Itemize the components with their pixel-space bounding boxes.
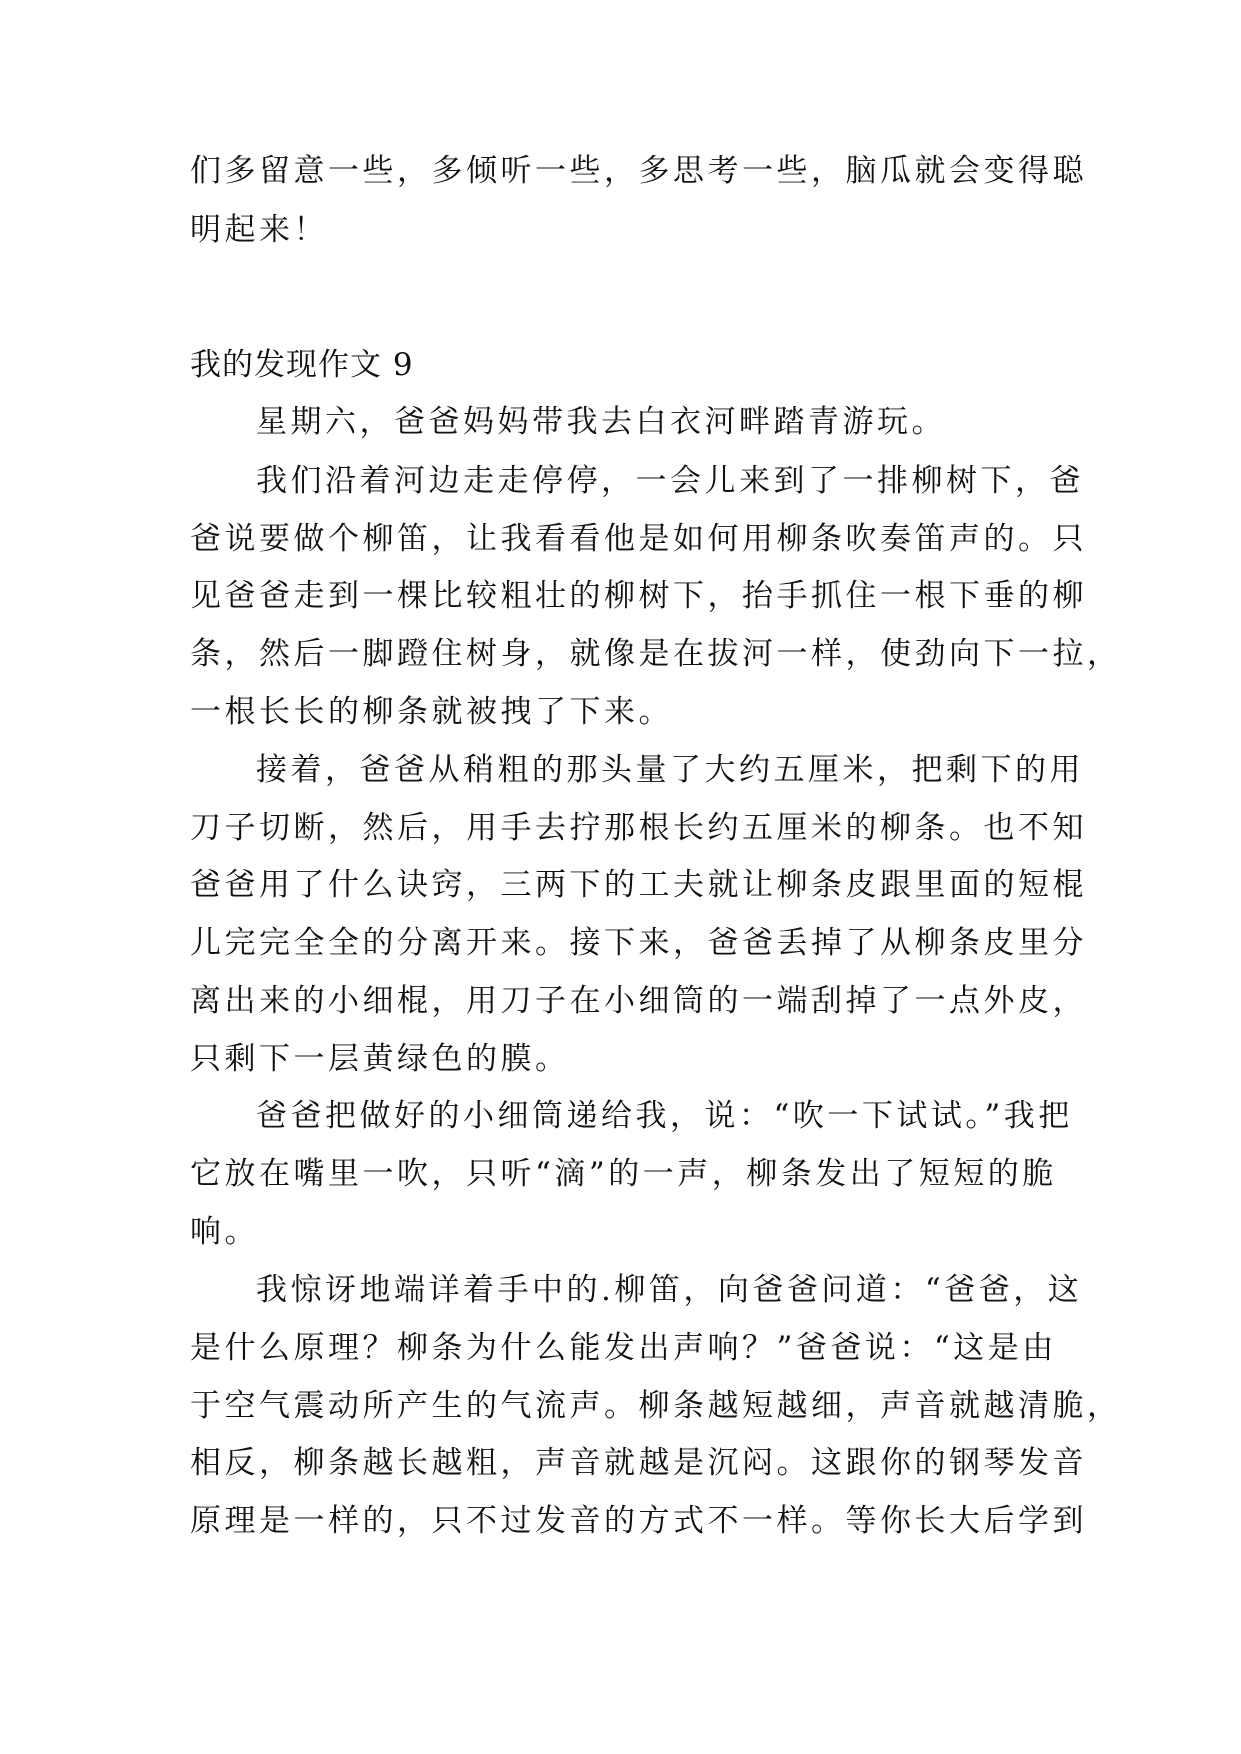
paragraph-line: 爸爸把做好的小细筒递给我，说：“吹一下试试。”我把 [256, 1098, 1073, 1134]
section-heading: 我的发现作文 9 [190, 347, 414, 383]
document-page [190, 0, 1122, 1754]
text-line: 爸爸用了什么诀窍，三两下的工夫就让柳条皮跟里面的短棍 [190, 867, 1087, 903]
paragraph-line: 我们沿着河边走走停停，一会儿来到了一排柳树下，爸 [256, 463, 1084, 499]
text-line: 响。 [190, 1214, 259, 1250]
text-line: 见爸爸走到一棵比较粗壮的柳树下，抬手抓住一根下垂的柳 [190, 578, 1087, 614]
paragraph-line: 我惊讶地端详着手中的.柳笛，向爸爸问道：“爸爸，这 [256, 1272, 1083, 1308]
text-line: 爸说要做个柳笛，让我看看他是如何用柳条吹奏笛声的。只 [190, 521, 1087, 557]
paragraph-line: 接着，爸爸从稍粗的那头量了大约五厘米，把剩下的用 [256, 752, 1084, 788]
text-line: 儿完完全全的分离开来。接下来，爸爸丢掉了从柳条皮里分 [190, 925, 1087, 961]
text-line: 于空气震动所产生的气流声。柳条越短越细，声音就越清脆， [190, 1388, 1122, 1424]
text-line: 们多留意一些，多倾听一些，多思考一些，脑瓜就会变得聪 [190, 153, 1087, 189]
text-line: 只剩下一层黄绿色的膜。 [190, 1041, 570, 1077]
paragraph-line: 星期六，爸爸妈妈带我去白衣河畔踏青游玩。 [256, 404, 946, 440]
text-line: 是什么原理？柳条为什么能发出声响？”爸爸说：“这是由 [190, 1330, 1057, 1366]
text-line: 离出来的小细棍，用刀子在小细筒的一端刮掉了一点外皮， [190, 983, 1087, 1019]
text-line: 原理是一样的，只不过发音的方式不一样。等你长大后学到 [190, 1503, 1087, 1539]
text-line: 明起来！ [190, 212, 328, 248]
text-line: 条，然后一脚蹬住树身，就像是在拔河一样，使劲向下一拉， [190, 636, 1122, 672]
text-line: 它放在嘴里一吹，只听“滴”的一声，柳条发出了短短的脆 [190, 1156, 1057, 1192]
text-line: 一根长长的柳条就被拽了下来。 [190, 694, 673, 730]
text-line: 刀子切断，然后，用手去拧那根长约五厘米的柳条。也不知 [190, 810, 1087, 846]
text-line: 相反，柳条越长越粗，声音就越是沉闷。这跟你的钢琴发音 [190, 1445, 1087, 1481]
